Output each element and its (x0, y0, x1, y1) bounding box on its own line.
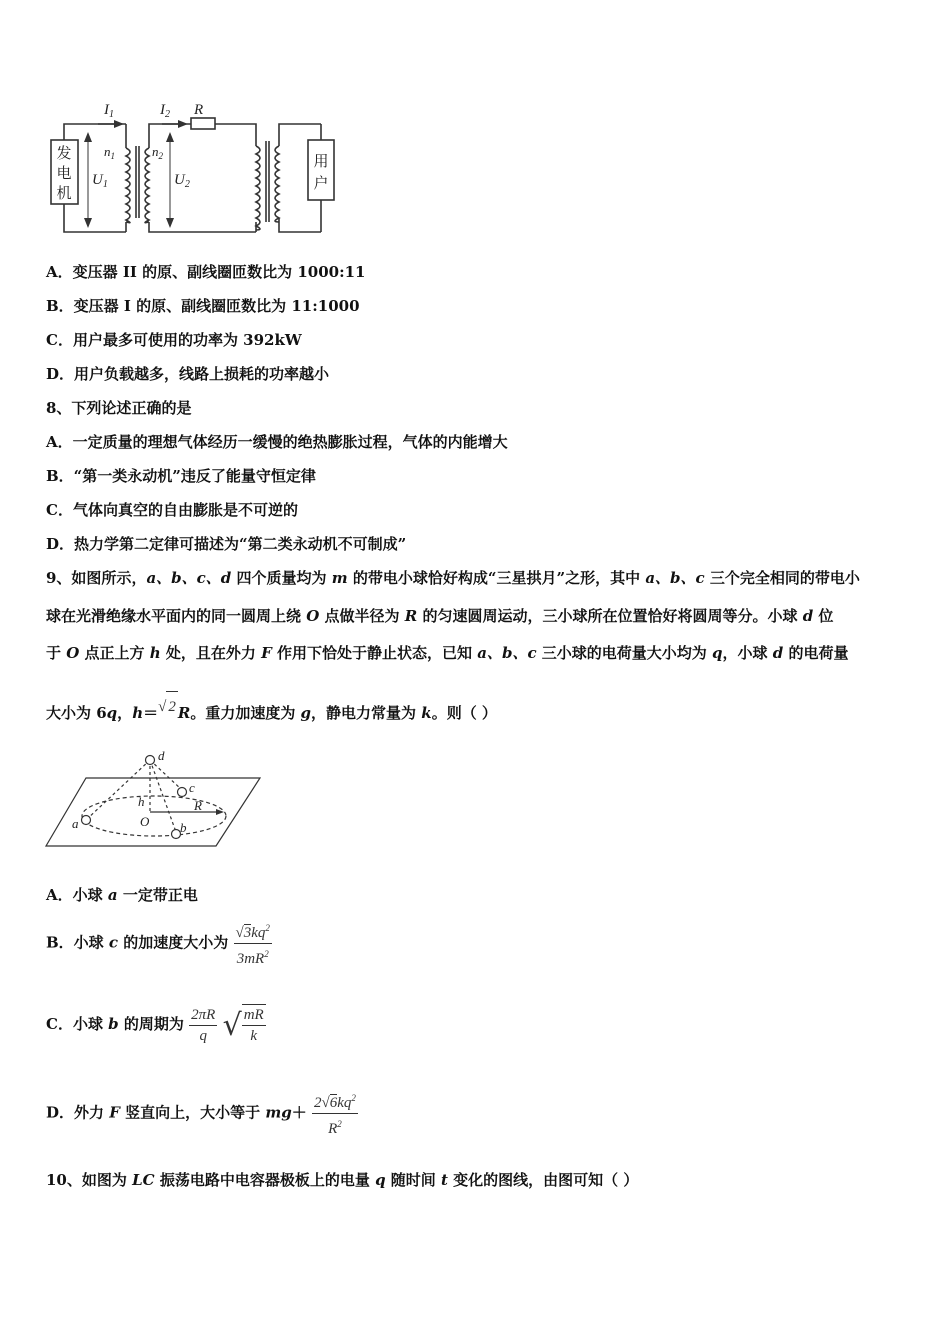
q9-option-d: D．外力 F 竖直向上，大小等于 mg＋ $\frac{2√6kq^2}{R^2}$ (46, 1088, 358, 1139)
label-U2: $U_2$ (174, 172, 190, 190)
svg-text:R: R (194, 798, 202, 813)
svg-text:d: d (158, 748, 165, 763)
svg-text:O: O (140, 814, 150, 829)
q10-stem: 10、如图为 LC 振荡电路中电容器极板上的电量 q 随时间 t 变化的图线，由图可知（ ） (46, 1171, 639, 1189)
generator-char-3: 机 (56, 184, 72, 202)
svg-text:c: c (189, 780, 195, 795)
svg-text:a: a (72, 816, 79, 831)
q8-stem: 8、下列论述正确的是 (46, 399, 192, 417)
q8-option-b: B．“第一类永动机”违反了能量守恒定律 (46, 467, 316, 485)
label-I2: $I_2$ (160, 102, 170, 120)
sqrt-2: √ 2 (158, 691, 178, 722)
q9-stem-line2: 球在光滑绝缘水平面内的同一圆周上绕 O 点做半径为 R 的匀速圆周运动，三小球所在位置恰好将圆周等分。小球 d 位 (46, 607, 834, 625)
generator-char-2: 电 (56, 164, 72, 182)
svg-text:b: b (180, 820, 187, 835)
transformer-circuit-figure (46, 96, 346, 241)
q8-option-c: C．气体向真空的自由膨胀是不可逆的 (46, 501, 298, 519)
q9-option-a: A．小球 a 一定带正电 (46, 886, 198, 904)
resistor-R (191, 118, 215, 129)
label-n1: $n_1$ (104, 144, 115, 161)
q9-option-b: B．小球 c 的加速度大小为 $\frac{√3kq^2}{3mR^2}$ (46, 918, 272, 969)
user-char-1: 用 (313, 152, 329, 170)
q9-option-c: C．小球 b 的周期为 $\frac{2\pi R}{q}$ √ $\frac{mR}{k}$ (46, 1004, 266, 1046)
q8-option-d: D．热力学第二定律可描述为“第二类永动机不可制成” (46, 535, 407, 553)
three-stars-figure (44, 748, 264, 848)
label-I1: $I_1$ (104, 102, 114, 120)
label-R: R (194, 102, 204, 118)
user-char-2: 户 (313, 174, 329, 192)
q7-option-b: B．变压器 I 的原、副线圈匝数比为 11:1000 (46, 297, 360, 315)
formula-d: $\frac{2√6kq^2}{R^2}$ (312, 1088, 358, 1139)
q8-option-a: A．一定质量的理想气体经历一缓慢的绝热膨胀过程，气体的内能增大 (46, 433, 508, 451)
generator-char-1: 发 (56, 144, 72, 162)
label-U1: $U_1$ (92, 172, 108, 190)
q7-option-c: C．用户最多可使用的功率为 392kW (46, 331, 302, 349)
svg-text:h: h (138, 794, 145, 809)
formula-c-fraction: $\frac{2\pi R}{q}$ (191, 1006, 216, 1044)
formula-c-radicand: $\frac{mR}{k}$ (243, 1007, 264, 1044)
q9-stem-line1: 9、如图所示，a、b、c、d 四个质量均为 m 的带电小球恰好构成“三星拱月”之形，其中 a、b、c 三个完全相同的带电小 (46, 569, 860, 587)
q9-stem-line4: 大小为 6q，h＝√ 2 R。重力加速度为 g，静电力常量为 k。则（ ） (46, 698, 497, 730)
formula-b: $\frac{√3kq^2}{3mR^2}$ (234, 918, 272, 969)
q9-stem-line3: 于 O 点正上方 h 处，且在外力 F 作用下恰处于静止状态，已知 a、b、c 三小球的电荷量大小均为 q，小球 d 的电荷量 (46, 644, 849, 662)
q7-option-d: D．用户负载越多，线路上损耗的功率越小 (46, 365, 330, 383)
label-n2: $n_2$ (152, 144, 163, 161)
q7-option-a: A．变压器 II 的原、副线圈匝数比为 1000:11 (46, 263, 366, 281)
